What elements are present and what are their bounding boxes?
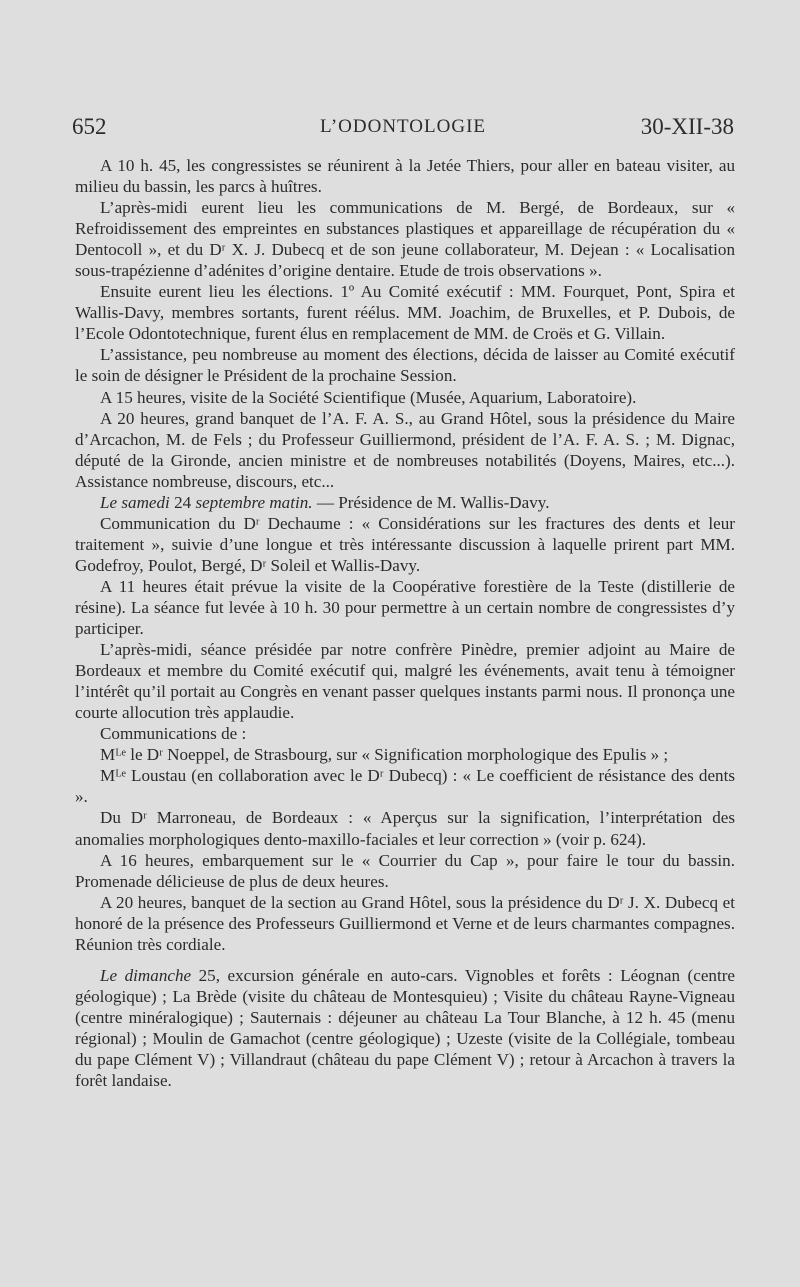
paragraph: A 20 heures, banquet de la section au Grand Hôtel, sous la présidence du Dʳ J. X. Dubecq et honoré de la présence des Professeurs Guilliermond et Verne et de leurs charmantes compagnes. Réunion très cordiale. — [75, 892, 735, 954]
paragraph: L’après-midi eurent lieu les communications de M. Bergé, de Bordeaux, sur « Refroidissement des empreintes en substances plastiques et appareillage de récupération du « Dentocoll », et du Dʳ X. J. Dubecq et de son jeune collaborateur, M. Dejean : « Localisation sous-trapézienne d’adénites d’origine dentaire. Etude de trois observations ». — [75, 198, 735, 281]
journal-title: L’ODONTOLOGIE — [319, 116, 487, 137]
paragraph: A 10 h. 45, les congressistes se réunirent à la Jetée Thiers, pour aller en bateau visiter, au milieu du bassin, les parcs à huîtres. — [75, 156, 735, 197]
paragraph: L’après-midi, séance présidée par notre confrère Pinèdre, premier adjoint au Maire de Bordeaux et membre du Comité exécutif qui, malgré les événements, avait tenu à témoigner l’intérêt qu’il portait au Congrès en venant passer quelques instants parmi nous. Il prononça une courte allocution très applaudie. — [75, 640, 735, 723]
paragraph: A 16 heures, embarquement sur le « Courrier du Cap », pour faire le tour du bassin. Promenade délicieuse de plus de deux heures. — [75, 850, 735, 891]
paragraph: Communication du Dʳ Dechaume : « Considérations sur les fractures des dents et leur traitement », suivie d’une longue et très intéressante discussion à laquelle prirent part MM. Godefroy, Poulot, Bergé, Dʳ Soleil et Wallis-Davy. — [75, 513, 735, 575]
paragraph: L’assistance, peu nombreuse au moment des élections, décida de laisser au Comité exécutif le soin de désigner le Président de la prochaine Session. — [75, 345, 735, 386]
paragraph: Communications de : — [100, 724, 247, 744]
paragraph-date-heading: Le samedi 24 septembre matin. — Présidence de M. Wallis-Davy. — [100, 492, 550, 512]
paragraph: A 11 heures était prévue la visite de la Coopérative forestière de la Teste (distillerie de résine). La séance fut levée à 10 h. 30 pour permettre à un certain nombre de congressistes d’y participer. — [75, 576, 735, 639]
issue-date: 30-XII-38 — [640, 114, 734, 139]
paragraph: A 20 heures, grand banquet de l’A. F. A. S., au Grand Hôtel, sous la présidence du Maire d’Arcachon, M. de Fels ; du Professeur Guilliermond, président de l’A. F. A. S. ; M. Dignac, député de la Gironde, ancien ministre et de nombreuses notabilités (Doyens, Maires, etc...). Assistance nombreuse, discours, etc... — [75, 408, 735, 491]
running-header — [72, 114, 734, 144]
paragraph: Mᴸᵉ Loustau (en collaboration avec le Dʳ Dubecq) : « Le coefficient de résistance des dents ». — [75, 766, 735, 807]
body-text — [75, 155, 735, 1091]
paragraph: Du Dʳ Marroneau, de Bordeaux : « Aperçus sur la signification, l’interprétation des anomalies morphologiques dento-maxillo-faciales et leur correction » (voir p. 624). — [75, 808, 735, 849]
paragraph: Ensuite eurent lieu les élections. 1º Au Comité exécutif : MM. Fourquet, Pont, Spira et Wallis-Davy, membres sortants, furent réélus. MM. Joachim, de Bruxelles, et P. Dubois, de l’Ecole Odontotechnique, furent élus en remplacement de MM. de Croës et G. Villain. — [75, 282, 735, 344]
page-number: 652 — [72, 114, 107, 139]
paragraph: Mᴸᵉ le Dʳ Noeppel, de Strasbourg, sur « Signification morphologique des Epulis » ; — [100, 745, 669, 765]
paragraph: A 15 heures, visite de la Société Scientifique (Musée, Aquarium, Laboratoire). — [100, 387, 637, 407]
paragraph-date-heading: Le dimanche 25, excursion générale en auto-cars. Vignobles et forêts : Léognan (centre géologique) ; La Brède (visite du château de Montesquieu) ; Visite du château Rayne-Vigneau (centre minéralogique) ; Sauternais : déjeuner au château La Tour Blanche, à 12 h. 45 (menu régional) ; Moulin de Gamachot (centre géologique) ; Uzeste (visite de la Collégiale, tombeau du pape Clément V) ; Villandraut (château du pape Clément V) ; retour à Arcachon à travers la forêt landaise. — [75, 965, 735, 1091]
